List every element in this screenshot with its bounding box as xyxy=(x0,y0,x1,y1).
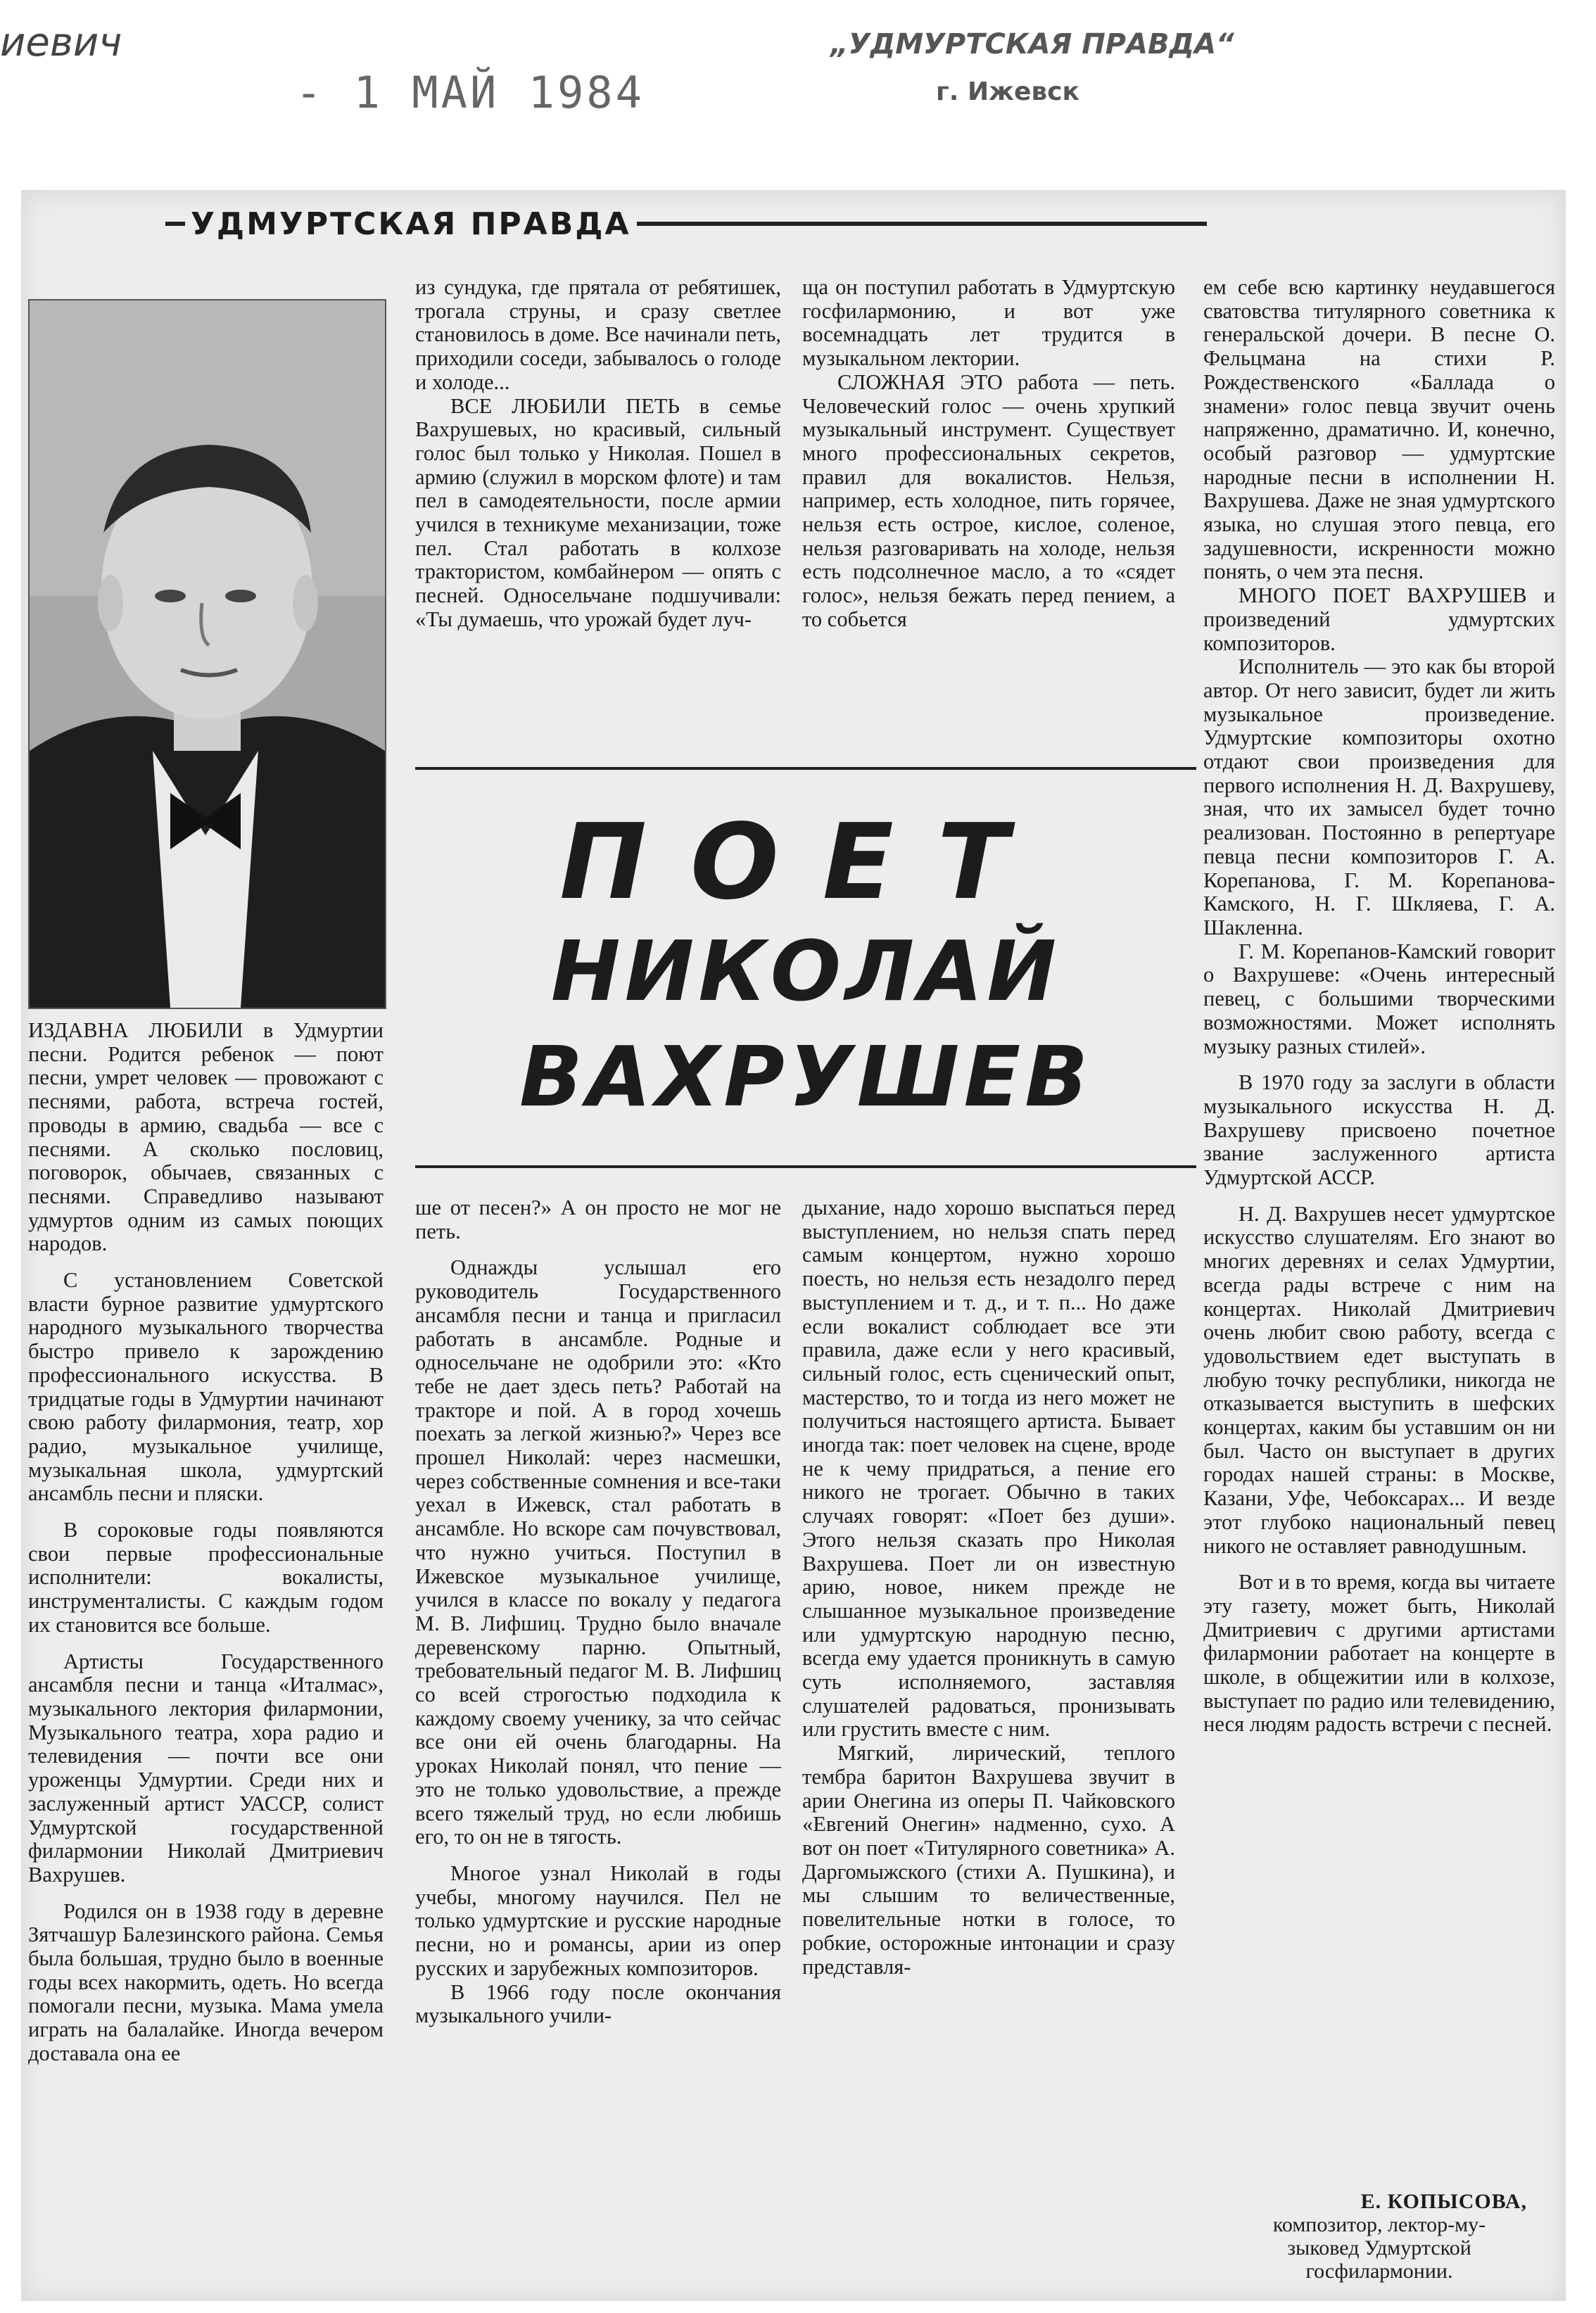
article-column-2-bottom xyxy=(415,1196,781,2028)
paragraph: Многое узнал Николай в годы учебы, многому научился. Пел не только удмуртские и русские народные песни, но и романсы, арии из опер русских и зарубежных композиторов. xyxy=(415,1861,781,1980)
date-stamp: - 1 МАЙ 1984 xyxy=(296,67,645,118)
article-column-4 xyxy=(1203,276,1555,1737)
author-title-line-3: госфилармонии. xyxy=(1305,2260,1453,2283)
portrait-illustration xyxy=(30,300,385,1008)
portrait-photo xyxy=(28,299,386,1009)
paragraph: Родился он в 1938 году в деревне Зятчашур Балезинского района. Семья была большая, трудно было в военные годы всех накормить, одеть. Но всегда помогали песни, музыка. Мама умела играть на балалайке. Иногда вечером доставала она ее xyxy=(28,1899,384,2065)
headline-line-2: НИКОЛАЙ xyxy=(550,923,1061,1020)
author-signature xyxy=(1203,2190,1555,2283)
paragraph: Однажды услышал его руководитель Государственного ансамбля песни и танца и пригласил работать в ансамбле. Родные и односельчане не одобрили это: «Кто тебе не дает здесь петь? Работай на тракторе и пой. А в город хочешь поехать за легкой жизнью?» Через все прошел Николай: через насмешки, через собственные сомнения и все-таки уехал в Ижевск, стал работать в ансамбле. Но вскоре сам почувствовал, что нужно учиться. Поступил в Ижевское музыкальное училище, учился в классе по вокалу у педагога М. В. Лифшиц. Трудно было вначале деревенскому парню. Опытный, требовательный педагог М. В. Лифшиц со всей строгостью подходила к каждому своему ученику, за что сейчас все они ей очень благодарны. На уроках Николай понял, что пение — это не только удовольствие, а прежде всего тяжелый труд, но если любишь его, то он не в тягость. xyxy=(415,1255,781,1849)
masthead xyxy=(165,203,1207,245)
handwritten-note: иевич xyxy=(0,20,122,65)
headline-line-1: ПОЕТ xyxy=(559,801,1052,923)
author-name: Е. КОПЫСОВА, xyxy=(1360,2190,1527,2213)
paragraph: дыхание, надо хорошо выспаться перед выступлением, но нельзя спать перед самым концертом, нужно хорошо поесть, но нельзя есть незадолго перед выступлением и т. д., и т. п... Но даже если вокалист соблюдает все эти правила, даже если у него красивый, сильный голос, есть сценический опыт, мастерство, то и тогда из него может не получиться настоящего артиста. Бывает иногда так: поет человек на сцене, вроде не к чему придраться, а пение его никого не трогает. Обычно в таких случаях говорят: «Поет без души». Этого нельзя сказать про Николая Вахрушева. Поет ли он известную арию, новое, никем прежде не слышанное музыкальное произведение или удмуртскую народную песню, всегда ему удается проникнуть в самую суть исполняемого, заставляя слушателей радоваться, пронизывать или грустить вместе с ним. xyxy=(802,1196,1175,1742)
paragraph: В 1966 году после окончания музыкального учили- xyxy=(415,1979,781,2028)
headline-line-3: ВАХРУШЕВ xyxy=(519,1028,1093,1125)
article-column-3-top xyxy=(802,276,1175,632)
paragraph: Артисты Государственного ансамбля песни и танца «Италмас», музыкального лектория филармонии, Музыкального театра, хора радио и телевидения — почти все они уроженцы Удмуртии. Среди них и заслуженный артист УАССР, солист Удмуртской государственной филармонии Николай Дмитриевич Вахрушев. xyxy=(28,1649,384,1887)
paragraph: ИЗДАВНА ЛЮБИЛИ в Удмуртии песни. Родится ребенок — поют песни, умрет человек — провожают с песнями, работа, встреча гостей, проводы в армию, свадьба — все с песнями. А сколько пословиц, поговорок, обычаев, связанных с песнями. Справедливо называют удмуртов одним из самых поющих народов. xyxy=(28,1018,384,1256)
paragraph: из сундука, где прятала от ребятишек, трогала струны, и сразу светлее становилось в доме. Все начинали петь, приходили соседи, забывалось о голоде и холоде... xyxy=(415,275,781,394)
paragraph: ем себе всю картинку неудавшегося сватовства титулярного советника к генеральской дочери. В песне О. Фельцмана на стихи Р. Рождественского «Баллада о знамени» голос певца звучит очень напряженно, драматично. И, конечно, особый разговор — удмуртские народные песни в исполнении Н. Вахрушева. Даже не зная удмуртского языка, но слушая этого певца, его задушевности, искренности можно понять, о чем эта песня. xyxy=(1203,275,1555,584)
headline-block xyxy=(415,767,1196,1168)
paragraph: МНОГО ПОЕТ ВАХРУШЕВ и произведений удмуртских композиторов. xyxy=(1203,583,1555,655)
headline-top-rule xyxy=(415,767,1196,770)
paragraph: ше от песен?» А он просто не мог не петь. xyxy=(415,1196,781,1243)
paragraph: ВСЕ ЛЮБИЛИ ПЕТЬ в семье Вахрушевых, но красивый, сильный голос был только у Николая. Пошел в армию (служил в морском флоте) и там пел в самодеятельности, после армии учился в техникуме механизации, тоже пел. Стал работать в колхозе трактористом, комбайнером — опять с песней. Односельчане подшучивали: «Ты думаешь, что урожай будет луч- xyxy=(415,393,781,631)
paragraph: Вот и в то время, когда вы читаете эту газету, может быть, Николай Дмитриевич с другими артистами филармонии работает на концерте в школе, в общежитии или в колхозе, выступает по радио или телевидению, неся людям радость встречи с песней. xyxy=(1203,1570,1555,1737)
masthead-title: УДМУРТСКАЯ ПРАВДА xyxy=(191,205,631,242)
paragraph: В 1970 году за заслуги в области музыкального искусства Н. Д. Вахрушеву присвоено почетное звание заслуженного артиста Удмуртской АССР. xyxy=(1203,1070,1555,1190)
author-title-line-2: зыковед Удмуртской xyxy=(1287,2236,1471,2260)
paragraph: ща он поступил работать в Удмуртскую госфилармонию, и вот уже восемнадцать лет трудится в музыкальном лектории. xyxy=(802,275,1175,371)
paragraph: Н. Д. Вахрушев несет удмуртское искусство слушателям. Его знают во многих деревнях и селах Удмуртии, всегда рады встрече с ним на концертах. Николай Дмитриевич очень любит свою работу, всегда с удовольствием едет выступать в любую точку республики, никогда не отказывается выступить в шефских концертах, каким бы уставшим он ни был. Часто он выступает в других городах нашей страны: в Москве, Казани, Уфе, Чебоксарах... И везде этот глубоко национальный певец никого не оставляет равнодушным. xyxy=(1203,1201,1555,1558)
article-column-2-top xyxy=(415,276,781,632)
paragraph: В сороковые годы появляются свои первые профессиональные исполнители: вокалисты, инструменталисты. С каждым годом их становится все больше. xyxy=(28,1518,384,1637)
headline-bottom-rule xyxy=(415,1165,1196,1168)
paper-stamp: „УДМУРТСКАЯ ПРАВДА“ xyxy=(830,28,1234,61)
paragraph: Г. М. Корепанов-Камский говорит о Вахрушеве: «Очень интересный певец, с большими творческими возможностями. Может исполнять музыку разных стилей». xyxy=(1203,939,1555,1058)
paragraph: СЛОЖНАЯ ЭТО работа — петь. Человеческий голос — очень хрупкий музыкальный инструмент. Существует много профессиональных секретов, правил для вокалистов. Нельзя, например, есть холодное, пить горячее, нельзя есть острое, кислое, соленое, нельзя разговаривать на холоде, нельзя есть подсолнечное масло, а то «сядет голос», нельзя бежать перед пением, а то собьется xyxy=(802,369,1175,631)
author-title-line-1: композитор, лектор-му- xyxy=(1272,2213,1486,2236)
paragraph: Мягкий, лирический, теплого тембра баритон Вахрушева звучит в арии Онегина из оперы П. Чайковского «Евгений Онегин» надменно, сухо. А вот он поет «Титулярного советника» А. Даргомыжского (стихи А. Пушкина), и мы слышим то величественные, повелительные нотки в голосе, то робкие, осторожные интонации и сразу представля- xyxy=(802,1741,1175,1979)
article-column-3-bottom xyxy=(802,1196,1175,1979)
paragraph: С установлением Советской власти бурное развитие удмуртского народного музыкального творчества быстро привело к зарождению профессионального искусства. В тридцатые годы в Удмуртии начинают свою работу филармония, театр, хор радио, музыкальное училище, музыкальная школа, удмуртский ансамбль песни и пляски. xyxy=(28,1268,384,1506)
paragraph: Исполнитель — это как бы второй автор. От него зависит, будет ли жить музыкальное произведение. Удмуртские композиторы охотно отдают свои произведения для первого исполнения Н. Д. Вахрушеву, зная, что их замысел будет точно реализован. Постоянно в репертуаре певца песни композиторов Г. А. Корепанова, Г. М. Корепанова-Камского, Н. Г. Шкляева, Г. А. Шакленна. xyxy=(1203,654,1555,939)
city-stamp: г. Ижевск xyxy=(936,77,1079,106)
article-column-1 xyxy=(28,1019,384,2066)
